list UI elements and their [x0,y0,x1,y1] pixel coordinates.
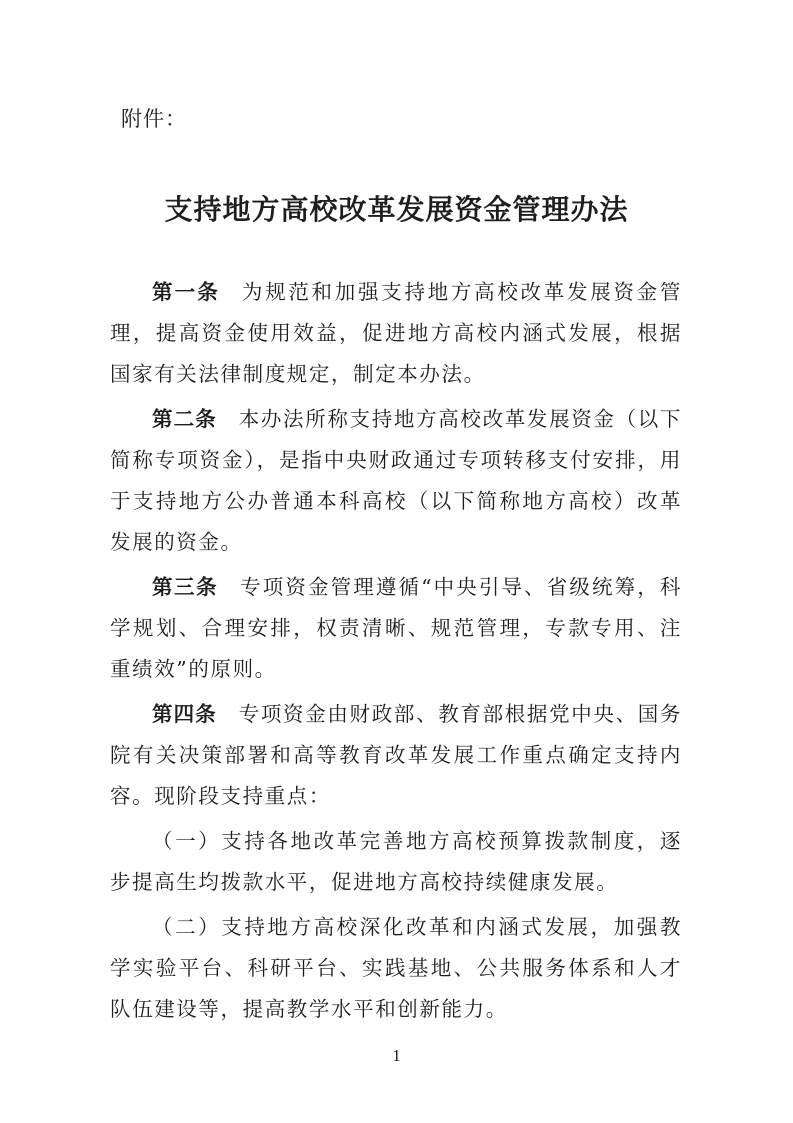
list-item-2: （二）支持地方高校深化改革和内涵式发展，加强教学实验平台、科研平台、实践基地、公共服务体系和人才队伍建设等，提高教学水平和创新能力。 [110,915,682,1021]
article-heading: 第一条 [152,280,220,304]
article-2 [110,399,682,563]
article-text: 专项资金管理遵循“中央引导、省级统筹，科学规划、合理安排，权责清晰、规范管理，专款专用、注重绩效”的原则。 [110,575,683,681]
article-heading: 第三条 [152,575,219,599]
article-1 [110,272,682,395]
document-title: 支持地方高校改革发展资金管理办法 [164,193,629,226]
attachment-label: 附件： [121,107,187,131]
article-heading: 第二条 [152,407,217,431]
article-3 [110,567,682,690]
article-text: 专项资金由财政部、教育部根据党中央、国务院有关决策部署和高等教育改革发展工作重点确定支持内容。现阶段支持重点： [110,702,683,808]
list-item-1: （一）支持各地改革完善地方高校预算拨款制度，逐步提高生均拨款水平，促进地方高校持续健康发展。 [110,829,682,894]
document-body [110,272,682,1034]
page-number: 1 [392,1046,401,1065]
article-text: 本办法所称支持地方高校改革发展资金（以下简称专项资金），是指中央财政通过专项转移支付安排，用于支持地方公办普通本科高校（以下简称地方高校）改革发展的资金。 [110,407,683,554]
article-4 [110,694,682,817]
article-text: 为规范和加强支持地方高校改革发展资金管理，提高资金使用效益，促进地方高校内涵式发展，根据国家有关法律制度规定，制定本办法。 [110,280,682,386]
article-heading: 第四条 [152,702,217,726]
